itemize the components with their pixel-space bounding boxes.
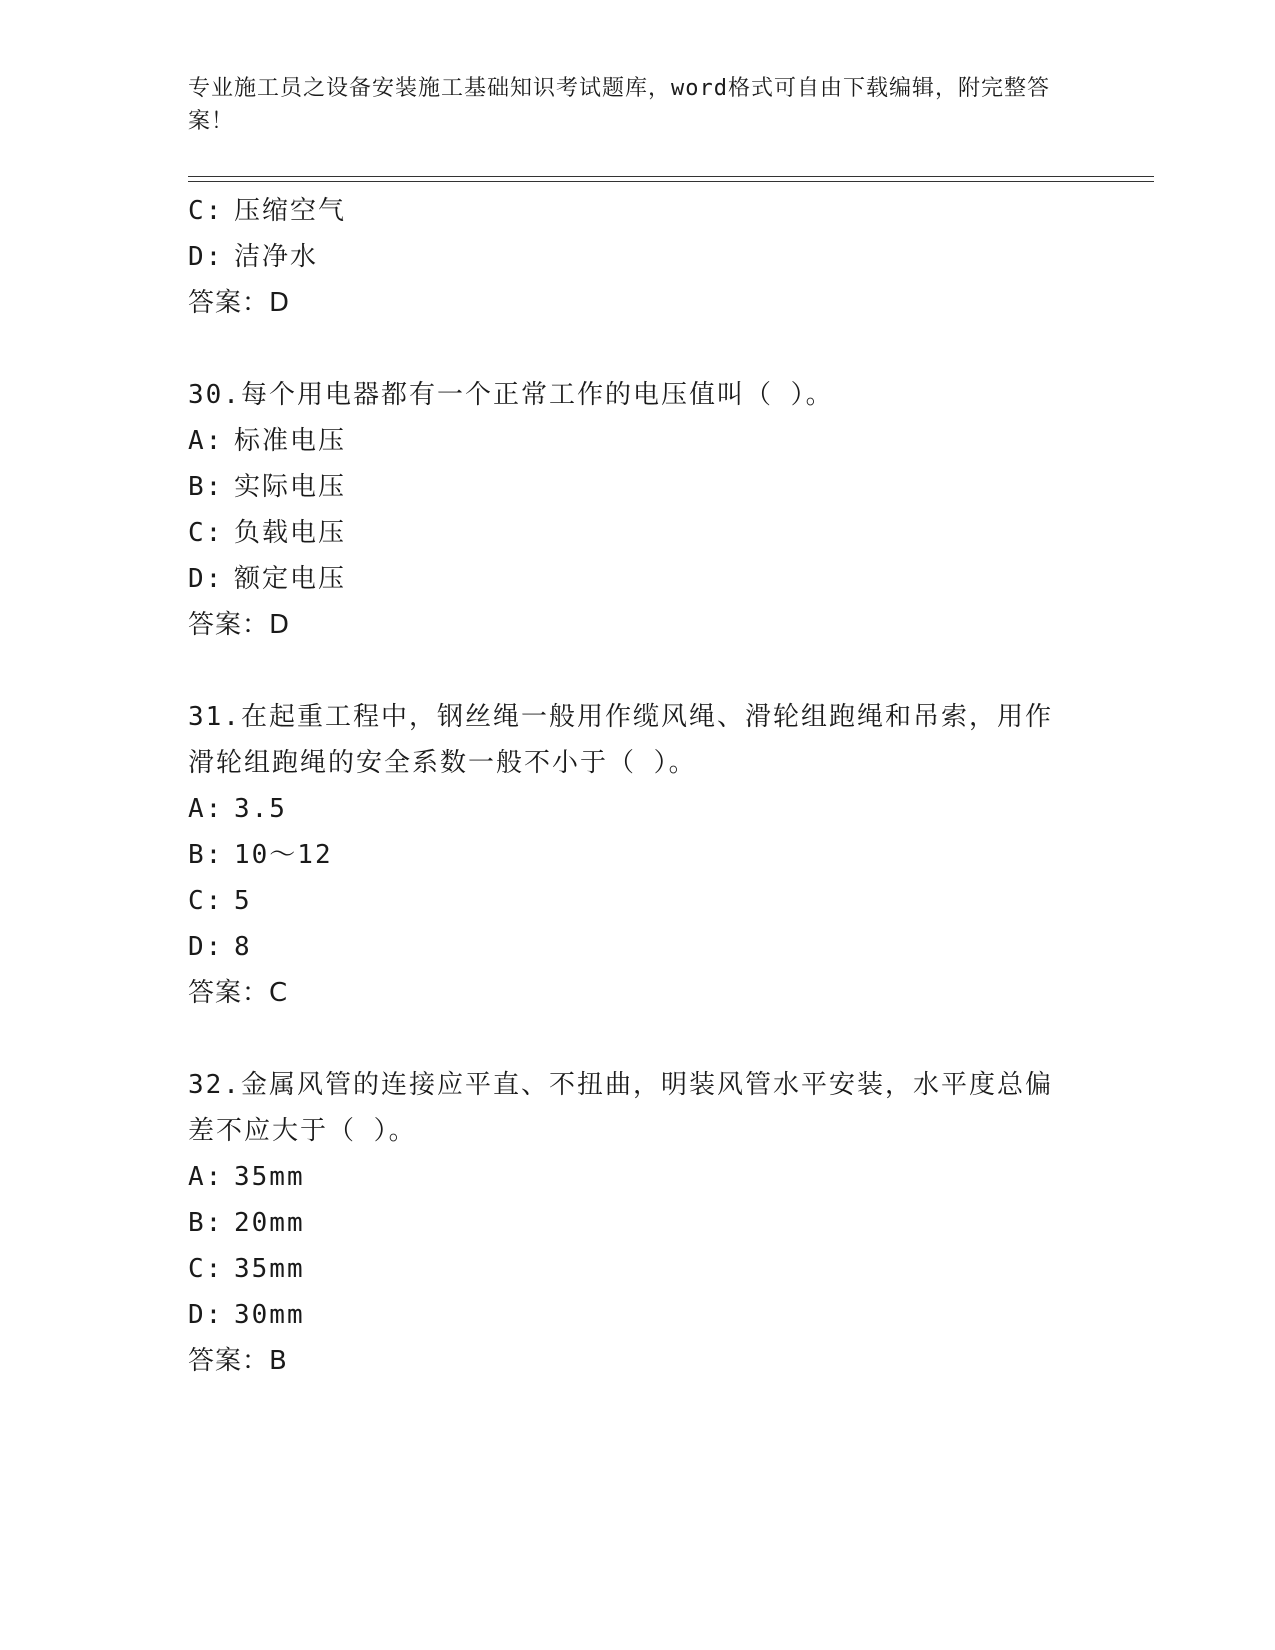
question-30 <box>188 372 1088 648</box>
answer-line: 答案：C <box>188 978 289 1008</box>
option-a <box>188 1154 1088 1200</box>
option-text: 3.5 <box>234 794 287 824</box>
option-text: 额定电压 <box>234 564 347 594</box>
option-text: 35mm <box>234 1162 305 1192</box>
document-header: 专业施工员之设备安装施工基础知识考试题库，word格式可自由下载编辑，附完整答案！ <box>188 76 1050 134</box>
option-b <box>188 832 1088 878</box>
option-letter: D: <box>188 932 224 962</box>
question-31 <box>188 694 1088 1016</box>
option-letter: C: <box>188 196 224 226</box>
option-letter: B: <box>188 472 224 502</box>
option-d <box>188 234 1088 280</box>
option-text: 压缩空气 <box>234 196 347 226</box>
question-32 <box>188 1062 1088 1384</box>
option-letter: B: <box>188 840 224 870</box>
header-rule-top <box>188 176 1154 177</box>
option-c <box>188 188 1088 234</box>
option-c <box>188 1246 1088 1292</box>
option-letter: A: <box>188 794 224 824</box>
option-text: 标准电压 <box>234 426 347 456</box>
option-letter: D: <box>188 564 224 594</box>
option-text: 负载电压 <box>234 518 347 548</box>
question-list <box>188 188 1088 1384</box>
option-text: 10～12 <box>234 840 333 870</box>
spacer <box>188 648 1088 694</box>
option-b <box>188 464 1088 510</box>
question-fragment <box>188 188 1088 326</box>
option-letter: B: <box>188 1208 224 1238</box>
option-text: 20mm <box>234 1208 305 1238</box>
option-letter: C: <box>188 518 224 548</box>
option-text: 30mm <box>234 1300 305 1330</box>
option-d <box>188 924 1088 970</box>
option-c <box>188 510 1088 556</box>
option-c <box>188 878 1088 924</box>
spacer <box>188 1016 1088 1062</box>
option-letter: D: <box>188 1300 224 1330</box>
answer-line: 答案：D <box>188 610 291 640</box>
option-text: 8 <box>234 932 252 962</box>
question-text: 31.在起重工程中，钢丝绳一般用作缆风绳、滑轮组跑绳和吊索，用作滑轮组跑绳的安全系数一般不小于（ ）。 <box>188 702 1053 778</box>
option-a <box>188 418 1088 464</box>
option-letter: C: <box>188 1254 224 1284</box>
option-letter: A: <box>188 426 224 456</box>
option-a <box>188 786 1088 832</box>
option-d <box>188 556 1088 602</box>
option-text: 35mm <box>234 1254 305 1284</box>
question-text: 32.金属风管的连接应平直、不扭曲，明装风管水平安装，水平度总偏差不应大于（ ）。 <box>188 1070 1053 1146</box>
answer-line: 答案：D <box>188 288 291 318</box>
option-text: 实际电压 <box>234 472 347 502</box>
option-letter: D: <box>188 242 224 272</box>
spacer <box>188 326 1088 372</box>
option-letter: C: <box>188 886 224 916</box>
option-text: 洁净水 <box>234 242 319 272</box>
option-b <box>188 1200 1088 1246</box>
option-text: 5 <box>234 886 252 916</box>
question-text: 30.每个用电器都有一个正常工作的电压值叫（ ）。 <box>188 380 834 410</box>
header-rule-bottom <box>188 181 1154 182</box>
option-letter: A: <box>188 1162 224 1192</box>
option-d <box>188 1292 1088 1338</box>
answer-line: 答案：B <box>188 1346 288 1376</box>
